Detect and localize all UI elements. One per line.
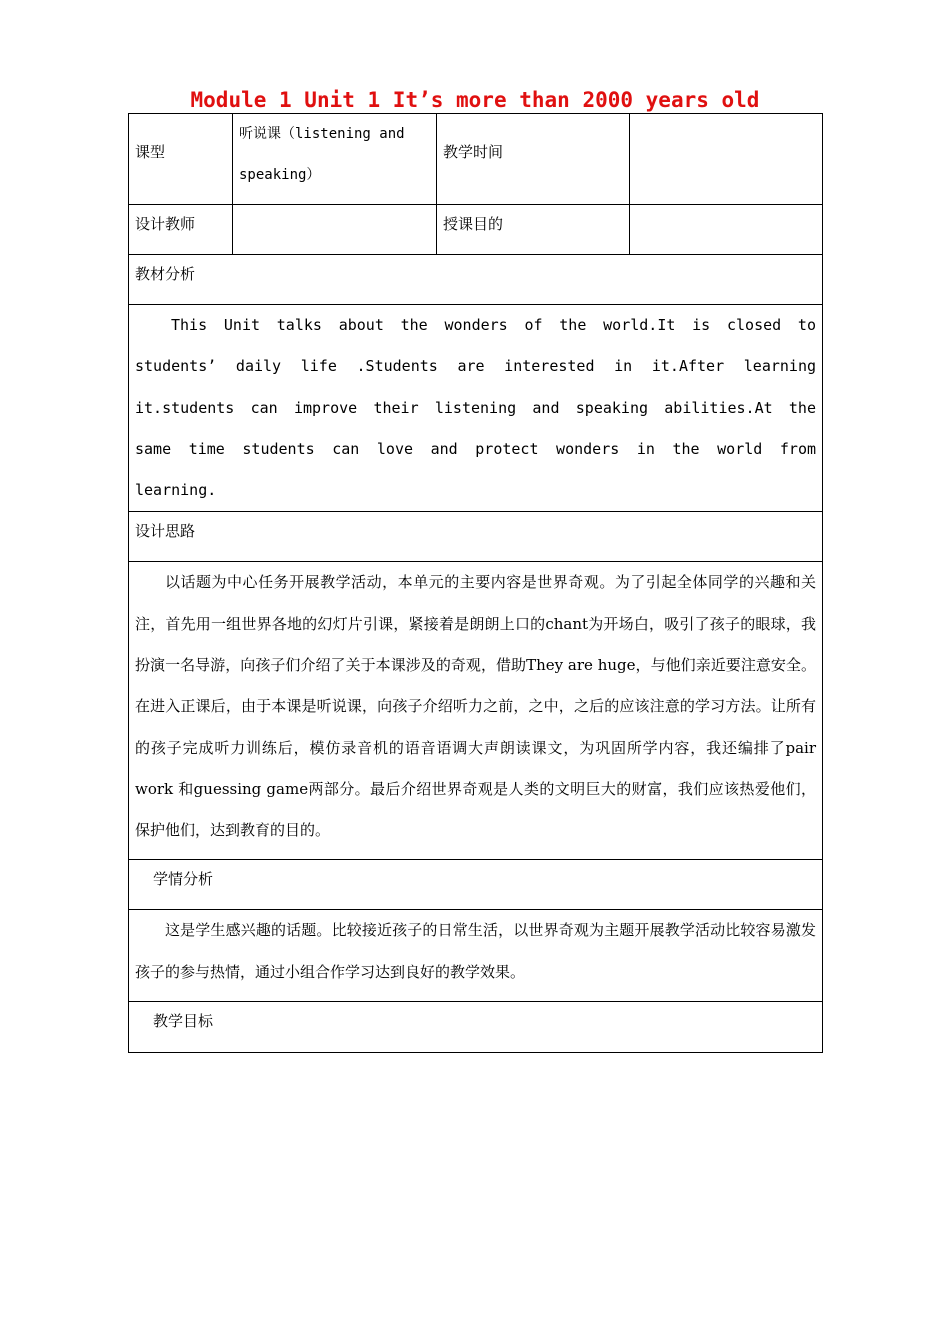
designer-value [233,205,437,255]
table-row-material-analysis-body [129,305,823,512]
table-row-teaching-goals-head [129,1002,823,1053]
material-analysis-text: This Unit talks about the wonders of the world.It is closed to students’ daily life .Students are interested in it.After learning it.students can improve their listening and speaking abilities.At the same time students can love and protect wonders in the world from learning. [129,305,823,512]
lesson-plan-table [128,113,823,1053]
table-row-lesson-type [129,114,823,205]
table-row-learner-analysis-body [129,910,823,1002]
learner-analysis-text: 这是学生感兴趣的话题。比较接近孩子的日常生活，以世界奇观为主题开展教学活动比较容易激发孩子的参与热情，通过小组合作学习达到良好的教学效果。 [129,910,823,1002]
designer-label-cell [129,205,233,255]
teaching-time-value [630,114,823,205]
teaching-time-label-cell [437,114,630,205]
purpose-value [630,205,823,255]
table-row-learner-analysis-head [129,860,823,910]
table-row-designer [129,205,823,255]
lesson-type-label: 课型 [135,143,166,161]
table-row-design-idea-head [129,512,823,562]
design-idea-label: 设计思路 [129,512,823,562]
lesson-type-value: 听说课（listening and speaking） [233,114,437,205]
page-title: Module 1 Unit 1 It’s more than 2000 years old [190,88,760,112]
table-row-design-idea-body [129,562,823,860]
purpose-label: 授课目的 [443,215,504,233]
design-idea-text: 以话题为中心任务开展教学活动，本单元的主要内容是世界奇观。为了引起全体同学的兴趣和关注，首先用一组世界各地的幻灯片引课，紧接着是朗朗上口的chant为开场白，吸引了孩子的眼球，我扮演一名导游，向孩子们介绍了关于本课涉及的奇观，借助They are huge，与他们亲近要注意安全。在进入正课后，由于本课是听说课，向孩子介绍听力之前，之中，之后的应该注意的学习方法。让所有的孩子完成听力训练后，模仿录音机的语音语调大声朗读课文，为巩固所学内容，我还编排了pair work 和guessing game两部分。最后介绍世界奇观是人类的文明巨大的财富，我们应该热爱他们，保护他们，达到教育的目的。 [129,562,823,860]
teaching-time-label: 教学时间 [443,143,504,161]
table-row-material-analysis-head [129,255,823,305]
designer-label: 设计教师 [135,215,196,233]
teaching-goals-label: 教学目标 [129,1002,823,1053]
learner-analysis-label: 学情分析 [129,860,823,910]
purpose-label-cell [437,205,630,255]
material-analysis-label: 教材分析 [129,255,823,305]
lesson-type-label-cell [129,114,233,205]
